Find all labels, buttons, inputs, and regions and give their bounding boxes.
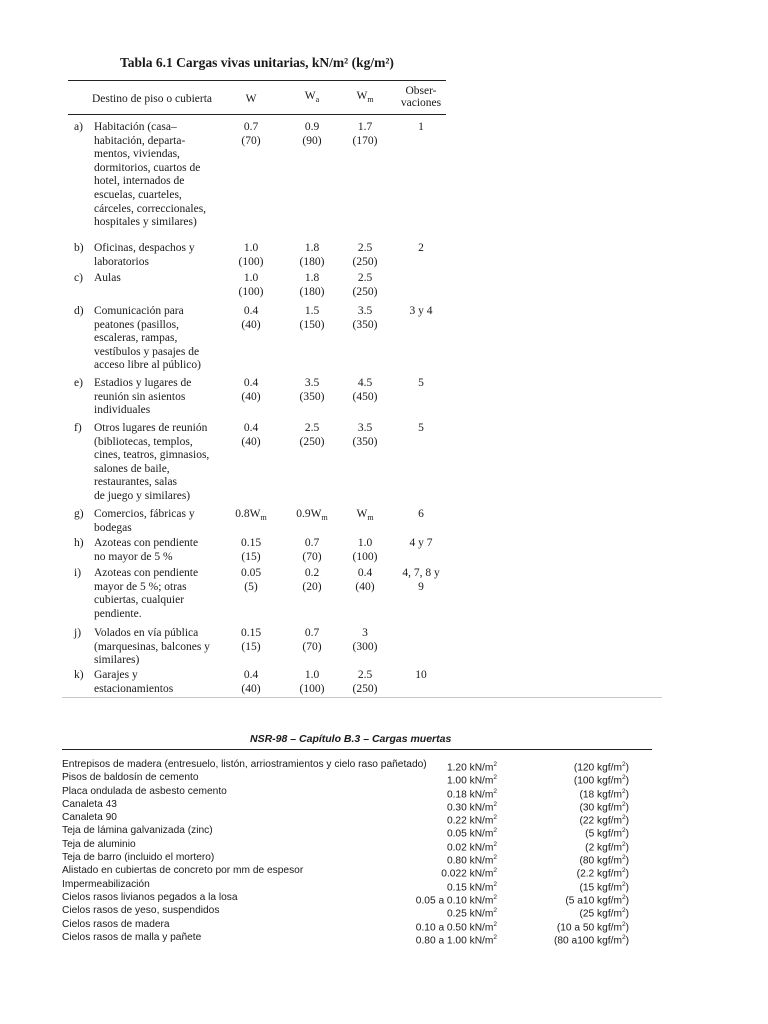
row-wm-value: 4.5 (450): [352, 377, 378, 403]
row-w-value: 1.0 (100): [238, 272, 264, 298]
row-load-kgf: (18 kgf/$m^2$): [579, 787, 629, 800]
row-load-kgf: (100 kgf/$m^2$): [573, 774, 629, 787]
row-w-value: 0.7 (70): [241, 121, 261, 147]
row-load-kn: 0.022 $kN/m^2$: [441, 867, 497, 880]
row-wa-value: 0.7 (70): [302, 537, 322, 563]
table2-row: [62, 931, 647, 947]
header-destino: Destino de piso o cubierta: [91, 93, 213, 105]
table2-row: [62, 824, 647, 840]
row-wm-value: 3.5 (350): [352, 305, 378, 331]
row-w-value: 0.05 (5): [240, 567, 262, 593]
row-observaciones: 3 y 4: [409, 305, 433, 317]
row-load-kgf: (80 kgf/$m^2$): [579, 854, 629, 867]
row-wm-value: 2.5 (250): [352, 242, 378, 268]
row-wm-value: 0.4 (40): [355, 567, 375, 593]
row-observaciones: 4, 7, 8 y 9: [402, 567, 440, 593]
table2-row: [62, 798, 647, 814]
row-w-value: 0.4 (40): [241, 377, 261, 403]
row-letter: h): [74, 537, 84, 549]
row-material: Placa ondulada de asbesto cemento: [62, 785, 227, 797]
row-w-value: 0.4 (40): [241, 669, 261, 695]
row-letter: a): [74, 121, 83, 133]
row-load-kgf: (2 kgf/$m^2$): [585, 840, 629, 854]
row-destino: Azoteas con pendiente no mayor de 5 %: [94, 537, 199, 563]
row-wa-value: 1.8 (180): [299, 272, 325, 298]
row-wm-value: 1.7 (170): [352, 121, 378, 147]
row-load-kn: 1.00 $kN/m^2$: [446, 774, 497, 787]
row-observaciones: 4 y 7: [409, 537, 433, 549]
row-destino: Garajes y estacionamientos: [94, 669, 174, 695]
section-divider: [62, 697, 662, 698]
table2-row: [62, 878, 647, 894]
row-load-kn: 1.20 $kN/m^2$: [446, 761, 497, 774]
row-wm-value: 2.5 (250): [352, 669, 378, 695]
row-load-kn: 0.10 a 0.50 $kN/m^2$: [415, 920, 497, 933]
row-material: Entrepisos de madera (entresuelo, listón, arriostramientos y cielo raso pañetado): [62, 759, 427, 770]
table1-top-rule: [68, 80, 446, 81]
table2-row: [62, 785, 647, 798]
row-wm-value: 3 (300): [352, 627, 378, 653]
row-load-kn: 0.30 $kN/m^2$: [446, 800, 497, 814]
row-wa-value: 1.5 (150): [299, 305, 325, 331]
table2-row: [62, 904, 647, 920]
header-wm: $W_m$: [356, 90, 374, 104]
row-load-kgf: (15 kgf/$m^2$): [579, 880, 629, 894]
row-wm-value: 2.5 (250): [352, 272, 378, 298]
row-w-value: 1.0 (100): [238, 242, 264, 268]
row-destino: Comercios, fábricas y bodegas: [94, 508, 195, 534]
row-observaciones: 2: [418, 242, 424, 254]
table2-row: [62, 758, 647, 774]
row-load-kgf: (30 kgf/$m^2$): [579, 800, 629, 814]
row-destino: Aulas: [94, 272, 121, 284]
row-w-value: 0.15 (15): [240, 627, 262, 653]
row-observaciones: 6: [418, 508, 424, 520]
row-letter: e): [74, 377, 83, 389]
table2-row: [62, 771, 647, 787]
row-material: Canaleta 90: [62, 812, 117, 824]
row-load-kn: 0.05 $kN/m^2$: [446, 827, 497, 840]
row-letter: f): [74, 422, 82, 434]
row-load-kgf: (22 kgf/$m^2$): [579, 814, 629, 827]
table2-row: [62, 811, 647, 827]
row-wa-value: 3.5 (350): [299, 377, 325, 403]
row-destino: Estadios y lugares de reunión sin asientos individuales: [94, 377, 192, 417]
row-material: Alistado en cubiertas de concreto por mm de espesor: [62, 865, 304, 877]
row-load-kgf: (80 a100 kgf/$m^2$): [554, 933, 629, 947]
row-material: Cielos rasos de yeso, suspendidos: [62, 905, 220, 917]
row-wa-value: 0.7 (70): [302, 627, 322, 653]
row-observaciones: 5: [418, 377, 424, 389]
row-load-kn: 0.15 $kN/m^2$: [446, 880, 497, 894]
row-letter: d): [74, 305, 84, 317]
row-load-kn: 0.80 a 1.00 $kN/m^2$: [415, 933, 497, 947]
row-load-kn: 0.18 $kN/m^2$: [446, 787, 497, 800]
header-observaciones: Obser- vaciones: [400, 85, 442, 109]
row-material: Teja de lámina galvanizada (zinc): [62, 825, 213, 837]
row-wa-value: 1.8 (180): [299, 242, 325, 268]
row-wa-value: 0.2 (20): [302, 567, 322, 593]
row-load-kgf: (120 kgf/$m^2$): [573, 761, 629, 774]
row-observaciones: 10: [415, 669, 427, 681]
row-destino: Oficinas, despachos y laboratorios: [94, 242, 195, 268]
row-material: Cielos rasos livianos pegados a la losa: [62, 891, 238, 903]
table1-title: Tabla 6.1 Cargas vivas unitarias, kN/m² (kg/m²): [120, 55, 394, 70]
row-w-value: 0.15 (15): [240, 537, 262, 563]
row-load-kgf: (2.2 kgf/$m^2$): [576, 867, 629, 880]
row-w-value: 0.4 (40): [241, 422, 261, 448]
table1-header: [68, 85, 446, 115]
row-load-kn: 0.05 a 0.10 $kN/m^2$: [415, 893, 497, 907]
row-material: Pisos de baldosín de cemento: [62, 772, 199, 784]
table2-title: NSR-98 – Capítulo B.3 – Cargas muertas: [250, 733, 452, 745]
row-material: Canaleta 43: [62, 798, 117, 810]
row-material: Teja de aluminio: [62, 838, 136, 850]
row-w-value: $0.8W_m$: [235, 508, 267, 522]
row-load-kn: 0.22 $kN/m^2$: [446, 814, 497, 827]
header-wa: $W_a$: [304, 90, 320, 104]
row-letter: g): [74, 508, 84, 520]
row-observaciones: 5: [418, 422, 424, 434]
row-destino: Habitación (casa– habitación, departa- mentos, viviendas, dormitorios, cuartos de hotel, internados de escuelas, cuarteles, cárceles, correccionales, hospitales y similares): [94, 121, 207, 229]
row-wa-value: 0.9 (90): [302, 121, 322, 147]
row-load-kn: 0.02 $kN/m^2$: [446, 840, 497, 854]
row-load-kgf: (10 a 50 kgf/$m^2$): [556, 920, 629, 933]
table2-row: [62, 864, 647, 880]
row-load-kgf: (5 kgf/$m^2$): [585, 827, 629, 840]
row-wa-value: 2.5 (250): [299, 422, 325, 448]
row-material: Cielos rasos de malla y pañete: [62, 931, 202, 943]
row-material: Impermeabilización: [62, 878, 150, 890]
row-load-kgf: (5 a10 kgf/$m^2$): [565, 893, 629, 907]
row-load-kn: 0.80 $kN/m^2$: [446, 854, 497, 867]
table2-row: [62, 838, 647, 854]
row-load-kgf: (25 kgf/$m^2$): [579, 907, 629, 920]
row-letter: k): [74, 669, 84, 681]
row-wm-value: 1.0 (100): [352, 537, 378, 563]
row-w-value: 0.4 (40): [241, 305, 261, 331]
table2-top-rule: [62, 749, 652, 750]
row-destino: Comunicación para peatones (pasillos, escaleras, rampas, vestíbulos y pasajes de acceso libre al público): [94, 305, 201, 372]
row-wa-value: $0.9W_m$: [296, 508, 328, 522]
row-letter: b): [74, 242, 84, 254]
row-wa-value: 1.0 (100): [299, 669, 325, 695]
table2: [62, 758, 647, 947]
row-wm-value: 3.5 (350): [352, 422, 378, 448]
row-wm-value: $W_m$: [356, 508, 374, 522]
row-destino: Otros lugares de reunión (bibliotecas, templos, cines, teatros, gimnasios, salones de baile, restaurantes, salas de juego y similares): [94, 422, 210, 502]
header-w: W: [245, 93, 257, 105]
row-material: Cielos rasos de madera: [62, 918, 170, 930]
row-letter: i): [74, 567, 82, 579]
row-destino: Azoteas con pendiente mayor de 5 %; otras cubiertas, cualquier pendiente.: [94, 567, 199, 620]
row-letter: c): [74, 272, 83, 284]
row-observaciones: 1: [418, 121, 424, 133]
row-load-kn: 0.25 $kN/m^2$: [446, 907, 497, 920]
row-letter: j): [74, 627, 82, 639]
table2-row: [62, 851, 647, 867]
row-destino: Volados en vía pública (marquesinas, balcones y similares): [94, 627, 210, 667]
table2-row: [62, 891, 647, 907]
row-material: Teja de barro (incluido el mortero): [62, 852, 215, 864]
table2-row: [62, 918, 647, 931]
